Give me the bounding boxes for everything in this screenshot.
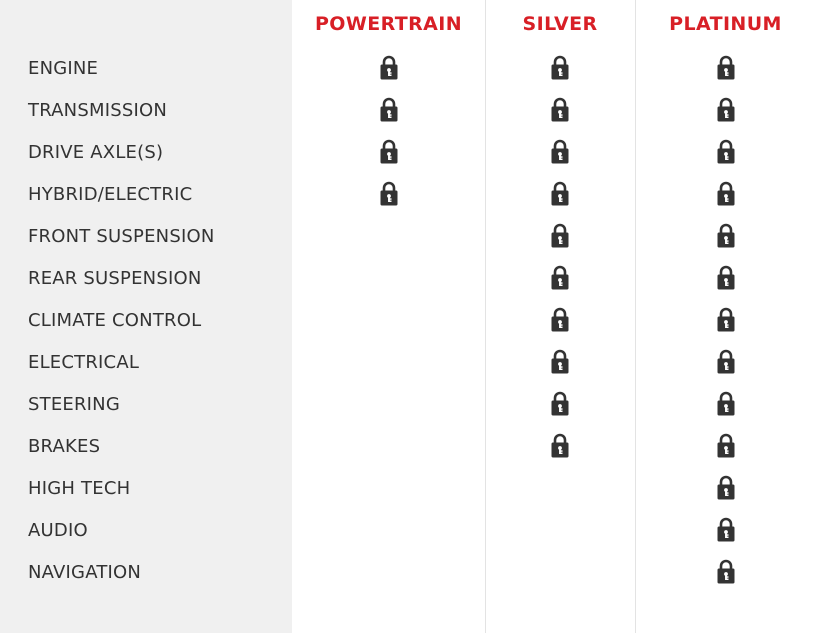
header-silver: SILVER	[522, 12, 598, 35]
row-label: HYBRID/ELECTRIC	[28, 183, 193, 205]
powertrain-cell	[292, 341, 485, 383]
row-label: REAR SUSPENSION	[28, 267, 202, 289]
lock-icon	[549, 181, 571, 207]
lock-icon	[715, 265, 737, 291]
platinum-cell	[635, 383, 816, 425]
platinum-cell	[635, 551, 816, 593]
silver-cell	[485, 341, 635, 383]
lock-icon	[715, 475, 737, 501]
platinum-cell	[635, 173, 816, 215]
powertrain-cell	[292, 215, 485, 257]
lock-icon	[549, 223, 571, 249]
row-label: BRAKES	[28, 435, 101, 457]
header-platinum: PLATINUM	[669, 12, 782, 35]
lock-icon	[715, 139, 737, 165]
powertrain-cell	[292, 299, 485, 341]
silver-cell	[485, 383, 635, 425]
platinum-cell	[635, 509, 816, 551]
row-label: ELECTRICAL	[28, 351, 140, 373]
powertrain-cell	[292, 383, 485, 425]
silver-cell	[485, 47, 635, 89]
silver-cell	[485, 551, 635, 593]
row-label: DRIVE AXLE(S)	[28, 141, 164, 163]
lock-icon	[549, 391, 571, 417]
powertrain-cell	[292, 467, 485, 509]
lock-icon	[715, 223, 737, 249]
powertrain-cell	[292, 509, 485, 551]
platinum-cell	[635, 215, 816, 257]
lock-icon	[549, 97, 571, 123]
row-label: FRONT SUSPENSION	[28, 225, 215, 247]
lock-icon	[715, 559, 737, 585]
silver-cell	[485, 299, 635, 341]
row-label: ENGINE	[28, 57, 99, 79]
powertrain-cell	[292, 425, 485, 467]
silver-cell	[485, 131, 635, 173]
powertrain-cell	[292, 131, 485, 173]
lock-icon	[549, 433, 571, 459]
powertrain-cell	[292, 257, 485, 299]
platinum-cell	[635, 131, 816, 173]
platinum-cell	[635, 425, 816, 467]
lock-icon	[715, 181, 737, 207]
lock-icon	[378, 97, 400, 123]
silver-cell	[485, 257, 635, 299]
lock-icon	[378, 55, 400, 81]
lock-icon	[715, 391, 737, 417]
powertrain-cell	[292, 173, 485, 215]
silver-cell	[485, 467, 635, 509]
row-label: NAVIGATION	[28, 561, 142, 583]
platinum-cell	[635, 341, 816, 383]
row-label: HIGH TECH	[28, 477, 131, 499]
silver-cell	[485, 173, 635, 215]
lock-icon	[378, 181, 400, 207]
row-label: TRANSMISSION	[28, 99, 168, 121]
lock-icon	[715, 97, 737, 123]
silver-cell	[485, 509, 635, 551]
row-label: AUDIO	[28, 519, 88, 541]
lock-icon	[549, 307, 571, 333]
header-component-blank	[0, 0, 292, 47]
lock-icon	[549, 349, 571, 375]
silver-cell	[485, 425, 635, 467]
lock-icon	[549, 265, 571, 291]
silver-cell	[485, 215, 635, 257]
platinum-cell	[635, 89, 816, 131]
lock-icon	[715, 433, 737, 459]
powertrain-cell	[292, 551, 485, 593]
lock-icon	[715, 307, 737, 333]
lock-icon	[715, 55, 737, 81]
powertrain-cell	[292, 89, 485, 131]
lock-icon	[715, 349, 737, 375]
powertrain-cell	[292, 47, 485, 89]
header-powertrain: POWERTRAIN	[314, 12, 463, 35]
lock-icon	[549, 55, 571, 81]
lock-icon	[378, 139, 400, 165]
platinum-cell	[635, 257, 816, 299]
lock-icon	[549, 139, 571, 165]
platinum-cell	[635, 299, 816, 341]
lock-icon	[715, 517, 737, 543]
row-label: CLIMATE CONTROL	[28, 309, 202, 331]
row-label: STEERING	[28, 393, 120, 415]
platinum-cell	[635, 47, 816, 89]
platinum-cell	[635, 467, 816, 509]
silver-cell	[485, 89, 635, 131]
